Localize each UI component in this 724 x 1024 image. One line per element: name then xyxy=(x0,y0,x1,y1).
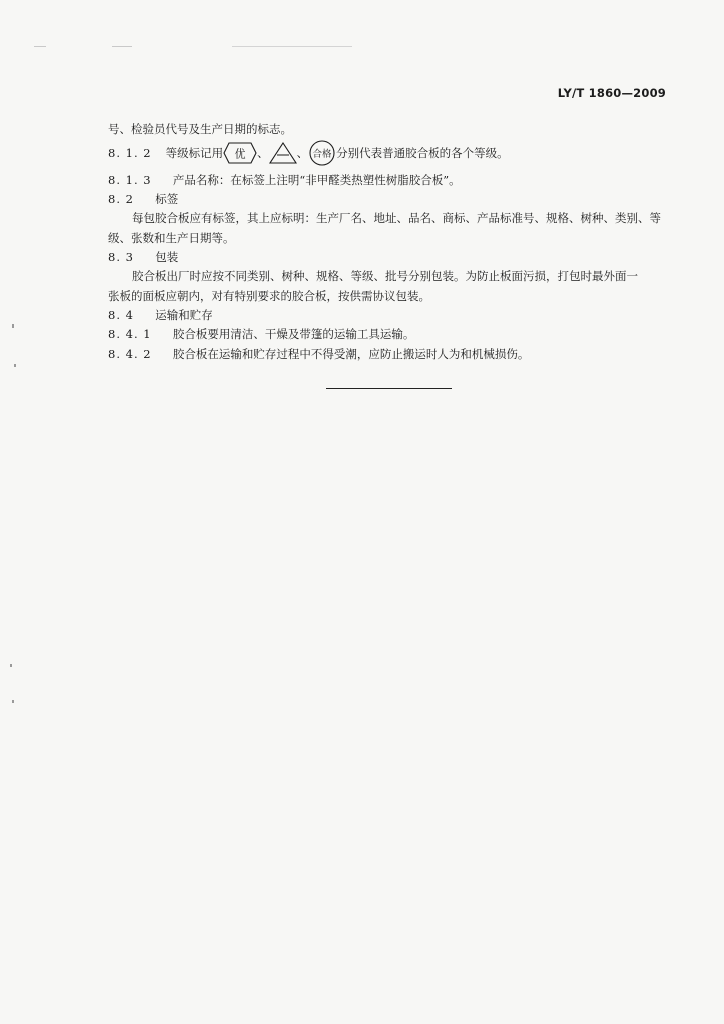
standard-code: LY/T 1860—2009 xyxy=(557,86,666,100)
scan-speck xyxy=(14,364,16,367)
clause-text: 产品名称：在标签上注明“非甲醛类热塑性树脂胶合板”。 xyxy=(172,173,461,187)
end-rule xyxy=(326,388,452,389)
hexagon-grade-mark-icon xyxy=(223,141,257,165)
clause-8-1-3 xyxy=(108,172,461,188)
clause-number: 8. 4. 2 xyxy=(108,347,152,361)
grade-mark-third-label: 合格 xyxy=(312,149,332,160)
paragraph-text: 胶合板出厂时应按不同类别、树种、规格、等级、批号分别包装。为防止板面污损，打包时最外面一 xyxy=(132,269,638,283)
section-8-3-heading xyxy=(108,249,178,265)
section-number: 8. 4 xyxy=(108,308,134,322)
section-8-4-heading xyxy=(108,307,213,323)
clause-number: 8. 4. 1 xyxy=(108,327,152,341)
body-line xyxy=(132,210,661,226)
clause-text: 胶合板要用清洁、干燥及带篷的运输工具运输。 xyxy=(172,327,415,341)
separator: 、 xyxy=(257,146,269,160)
scan-artifact-line xyxy=(34,46,46,47)
section-title: 标签 xyxy=(155,192,179,206)
scan-speck xyxy=(10,664,12,667)
body-line xyxy=(108,288,430,304)
clause-8-4-2 xyxy=(108,346,529,362)
clause-text: 胶合板在运输和贮存过程中不得受潮，应防止搬运时人为和机械损伤。 xyxy=(172,347,530,361)
paragraph-text: 级、张数和生产日期等。 xyxy=(108,231,235,245)
grade-mark-first-label: 优 xyxy=(234,147,246,161)
clause-number: 8. 1. 2 xyxy=(108,146,152,160)
clause-number: 8. 1. 3 xyxy=(108,173,152,187)
body-line xyxy=(132,268,638,284)
body-line xyxy=(108,121,292,137)
body-line xyxy=(108,230,235,246)
clause-8-1-2 xyxy=(108,141,509,165)
paragraph-text: 张板的面板应朝内，对有特别要求的胶合板，按供需协议包装。 xyxy=(108,289,430,303)
scan-speck xyxy=(12,324,14,328)
scan-speck xyxy=(12,700,14,703)
section-title: 运输和贮存 xyxy=(155,308,213,322)
section-title: 包装 xyxy=(155,250,179,264)
section-number: 8. 3 xyxy=(108,250,134,264)
scan-artifact-line xyxy=(112,46,132,47)
scan-artifact-line xyxy=(232,46,352,47)
paragraph-text: 号、检验员代号及生产日期的标志。 xyxy=(108,122,292,136)
separator: 、 xyxy=(296,146,309,160)
paragraph-text: 每包胶合板应有标签，其上应标明：生产厂名、地址、品名、商标、产品标准号、规格、树种、类别、等 xyxy=(132,211,661,225)
section-number: 8. 2 xyxy=(108,192,134,206)
circle-grade-mark-icon xyxy=(308,140,336,166)
section-8-2-heading xyxy=(108,191,178,207)
clause-8-4-1 xyxy=(108,326,414,342)
triangle-grade-mark-icon xyxy=(269,141,297,165)
clause-text: 等级标记用 xyxy=(165,146,224,160)
clause-text: 分别代表普通胶合板的各个等级。 xyxy=(336,146,509,160)
